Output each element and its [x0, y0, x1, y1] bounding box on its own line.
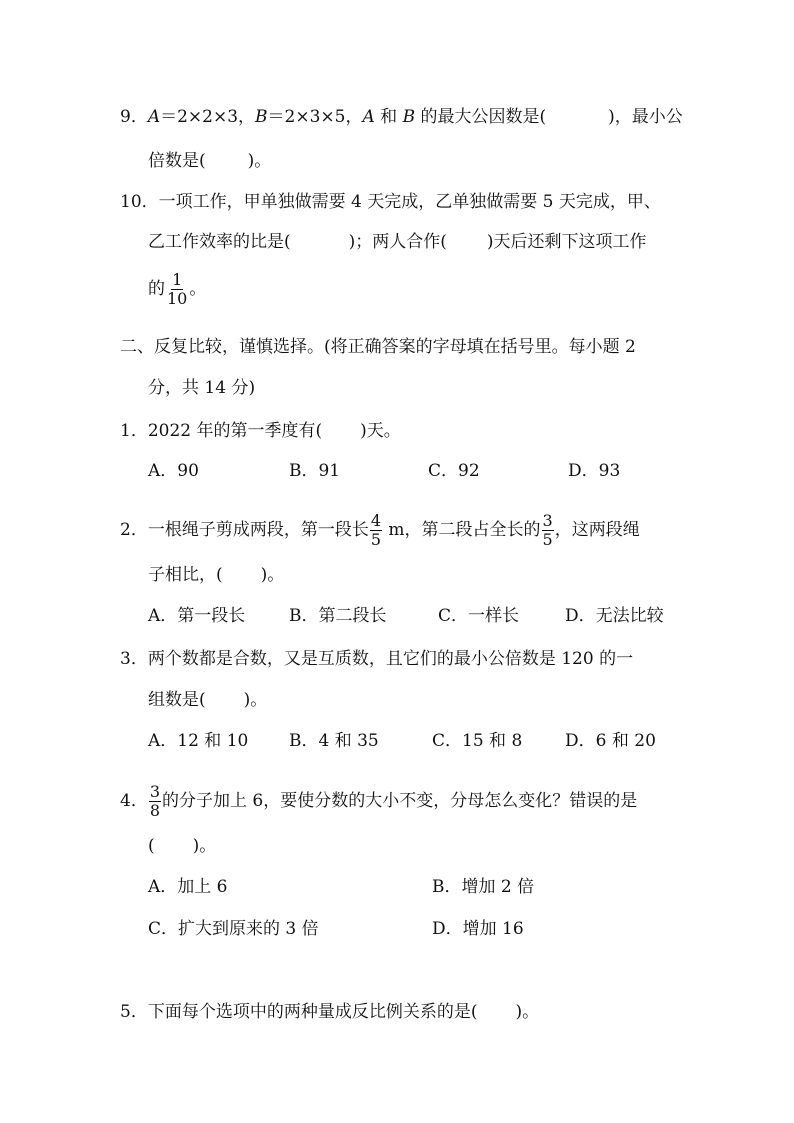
q4-line2: ( )。 — [148, 836, 217, 856]
var-b: B — [255, 107, 268, 127]
q3-line1: 3．两个数都是合数，又是互质数，且它们的最小公倍数是 120 的一 — [120, 649, 634, 669]
q4-option-a[interactable]: A．加上 6 — [148, 877, 228, 897]
section-heading: 二、反复比较，谨慎选择。(将正确答案的字母填在括号里。每小题 2 — [120, 337, 636, 357]
q3-option-b[interactable]: B．4 和 35 — [289, 731, 379, 751]
q10-line3: 的 $\frac{1}{10}$ 。 — [148, 270, 207, 308]
q1-option-b[interactable]: B．91 — [289, 461, 341, 481]
q1-stem: 1．2022 年的第一季度有( )天。 — [120, 421, 401, 441]
q5-stem: 5．下面每个选项中的两种量成反比例关系的是( )。 — [120, 1002, 540, 1022]
q2-option-c[interactable]: C．一样长 — [438, 606, 520, 626]
section-heading-line2: 分，共 14 分) — [148, 378, 256, 398]
q4-option-d[interactable]: D．增加 16 — [432, 919, 524, 939]
q10-line1: 10．一项工作，甲单独做需要 4 天完成，乙单独做需要 5 天完成，甲、 — [120, 192, 661, 212]
q2-option-a[interactable]: A．第一段长 — [148, 606, 246, 626]
q3-line2: 组数是( )。 — [148, 690, 268, 710]
q1-option-a[interactable]: A．90 — [148, 461, 199, 481]
q4-option-c[interactable]: C．扩大到原来的 3 倍 — [148, 919, 319, 939]
q9-line1: 9．A＝2×2×3，B＝2×3×5，A 和 B 的最大公因数是( )，最小公 — [120, 107, 683, 127]
var-a: A — [147, 107, 161, 127]
q3-option-d[interactable]: D．6 和 20 — [565, 731, 656, 751]
q2-line2: 子相比，( )。 — [148, 565, 285, 585]
q2-option-d[interactable]: D．无法比较 — [565, 606, 664, 626]
fraction-one-tenth: $\frac{1}{10}$ — [167, 270, 188, 308]
q2-option-b[interactable]: B．第二段长 — [289, 606, 387, 626]
q4-line1: 4． $\frac{3}{8}$ 的分子加上 6，要使分数的大小不变，分母怎么变化？错误的是 — [120, 782, 638, 820]
q4-option-b[interactable]: B．增加 2 倍 — [432, 877, 535, 897]
q10-line2: 乙工作效率的比是( )；两人合作( )天后还剩下这项工作 — [148, 232, 647, 252]
fraction-four-fifths: $\frac{4}{5}$ — [370, 511, 382, 549]
q1-option-c[interactable]: C．92 — [428, 461, 480, 481]
q3-option-c[interactable]: C．15 和 8 — [432, 731, 523, 751]
q2-line1: 2．一根绳子剪成两段，第一段长 $\frac{4}{5}$ m，第二段占全长的 $\frac{3}{5}$ ，这两段绳 — [120, 511, 640, 549]
q1-option-d[interactable]: D．93 — [568, 461, 621, 481]
q9-line2: 倍数是( )。 — [148, 151, 272, 171]
q3-option-a[interactable]: A．12 和 10 — [148, 731, 249, 751]
fraction-three-fifths: $\frac{3}{5}$ — [542, 511, 553, 549]
fraction-three-eighths: $\frac{3}{8}$ — [149, 782, 161, 820]
